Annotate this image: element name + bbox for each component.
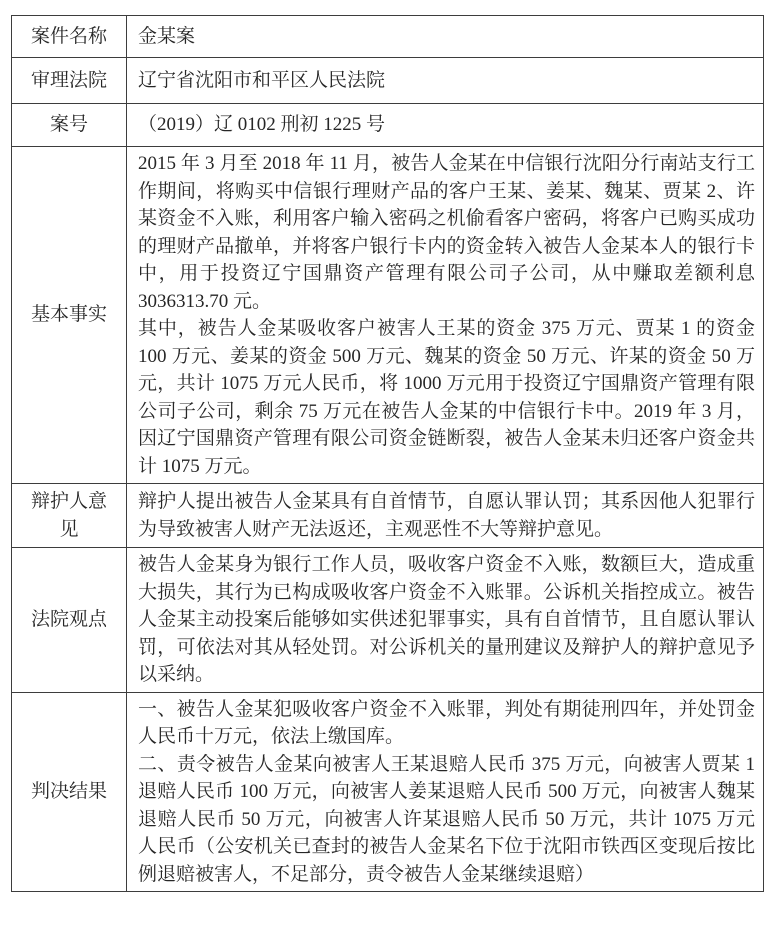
table-row-court-opinion <box>12 548 764 693</box>
row-label-court-opinion: 法院观点 <box>12 548 127 693</box>
row-value-court <box>127 58 764 104</box>
row-label-court: 审理法院 <box>12 58 127 104</box>
value-paragraph: 被告人金某身为银行工作人员，吸收客户资金不入账，数额巨大，造成重大损失，其行为已构成吸收客户资金不入账罪。公诉机关指控成立。被告人金某主动投案后能够如实供述犯罪事实，具有自首情节，且自愿认罪认罚，可依法对其从轻处罚。对公诉机关的量刑建议及辩护人的辩护意见予以采纳。 <box>138 554 755 685</box>
value-paragraph: 金某案 <box>138 25 196 47</box>
row-value-defense-opinion <box>127 484 764 548</box>
value-paragraph: 其中，被告人金某吸收客户被害人王某的资金 375 万元、贾某 1 的资金 100 万元、姜某的资金 500 万元、魏某的资金 50 万元、许某的资金 50 万元，共计 1075 万元人民币，将 1000 万元用于投资辽宁国鼎资产管理有限公司子公司，剩余 75 万元在被告人金某的中信银行卡中。2019 年 3 月，因辽宁国鼎资产管理有限公司资金链断裂，被告人金某未归还客户资金共计 1075 万元。 <box>138 318 755 477</box>
row-value-judgment-result <box>127 692 764 892</box>
row-label-defense-opinion: 辩护人意见 <box>12 484 127 548</box>
row-label-case-number: 案号 <box>12 104 127 147</box>
table-row-defense-opinion <box>12 484 764 548</box>
case-summary-table <box>11 15 764 892</box>
row-value-case-number <box>127 104 764 147</box>
value-paragraph: 2015 年 3 月至 2018 年 11 月，被告人金某在中信银行沈阳分行南站支行工作期间，将购买中信银行理财产品的客户王某、姜某、魏某、贾某 2、许某资金不入账，利用客户输入密码之机偷看客户密码，将客户已购买成功的理财产品撤单，并将客户银行卡内的资金转入被告人金某本人的银行卡中，用于投资辽宁国鼎资产管理有限公司子公司，从中赚取差额利息 3036313.70 元。 <box>138 153 755 312</box>
table-row-basic-facts <box>12 147 764 484</box>
row-label-case-name: 案件名称 <box>12 16 127 58</box>
value-paragraph: 辽宁省沈阳市和平区人民法院 <box>138 69 386 91</box>
table-row-case-name <box>12 16 764 58</box>
value-paragraph: 一、被告人金某犯吸收客户资金不入账罪，判处有期徒刑四年，并处罚金人民币十万元，依法上缴国库。 <box>138 698 755 747</box>
table-row-court <box>12 58 764 104</box>
row-value-basic-facts <box>127 147 764 484</box>
row-label-basic-facts: 基本事实 <box>12 147 127 484</box>
table-row-case-number <box>12 104 764 147</box>
value-paragraph: 二、责令被告人金某向被害人王某退赔人民币 375 万元，向被害人贾某 1 退赔人民币 100 万元，向被害人姜某退赔人民币 500 万元，向被害人魏某退赔人民币 50 万元，向被害人许某退赔人民币 50 万元，共计 1075 万元人民币（公安机关已查封的被告人金某名下位于沈阳市铁西区变现后按比例退赔被害人，不足部分，责令被告人金某继续退赔） <box>138 753 755 885</box>
row-value-court-opinion <box>127 548 764 693</box>
row-value-case-name <box>127 16 764 58</box>
value-paragraph: （2019）辽 0102 刑初 1225 号 <box>138 114 386 136</box>
table-row-judgment-result <box>12 692 764 892</box>
value-paragraph: 辩护人提出被告人金某具有自首情节，自愿认罪认罚；其系因他人犯罪行为导致被害人财产无法返还，主观恶性不大等辩护意见。 <box>138 491 755 540</box>
row-label-judgment-result: 判决结果 <box>12 692 127 892</box>
